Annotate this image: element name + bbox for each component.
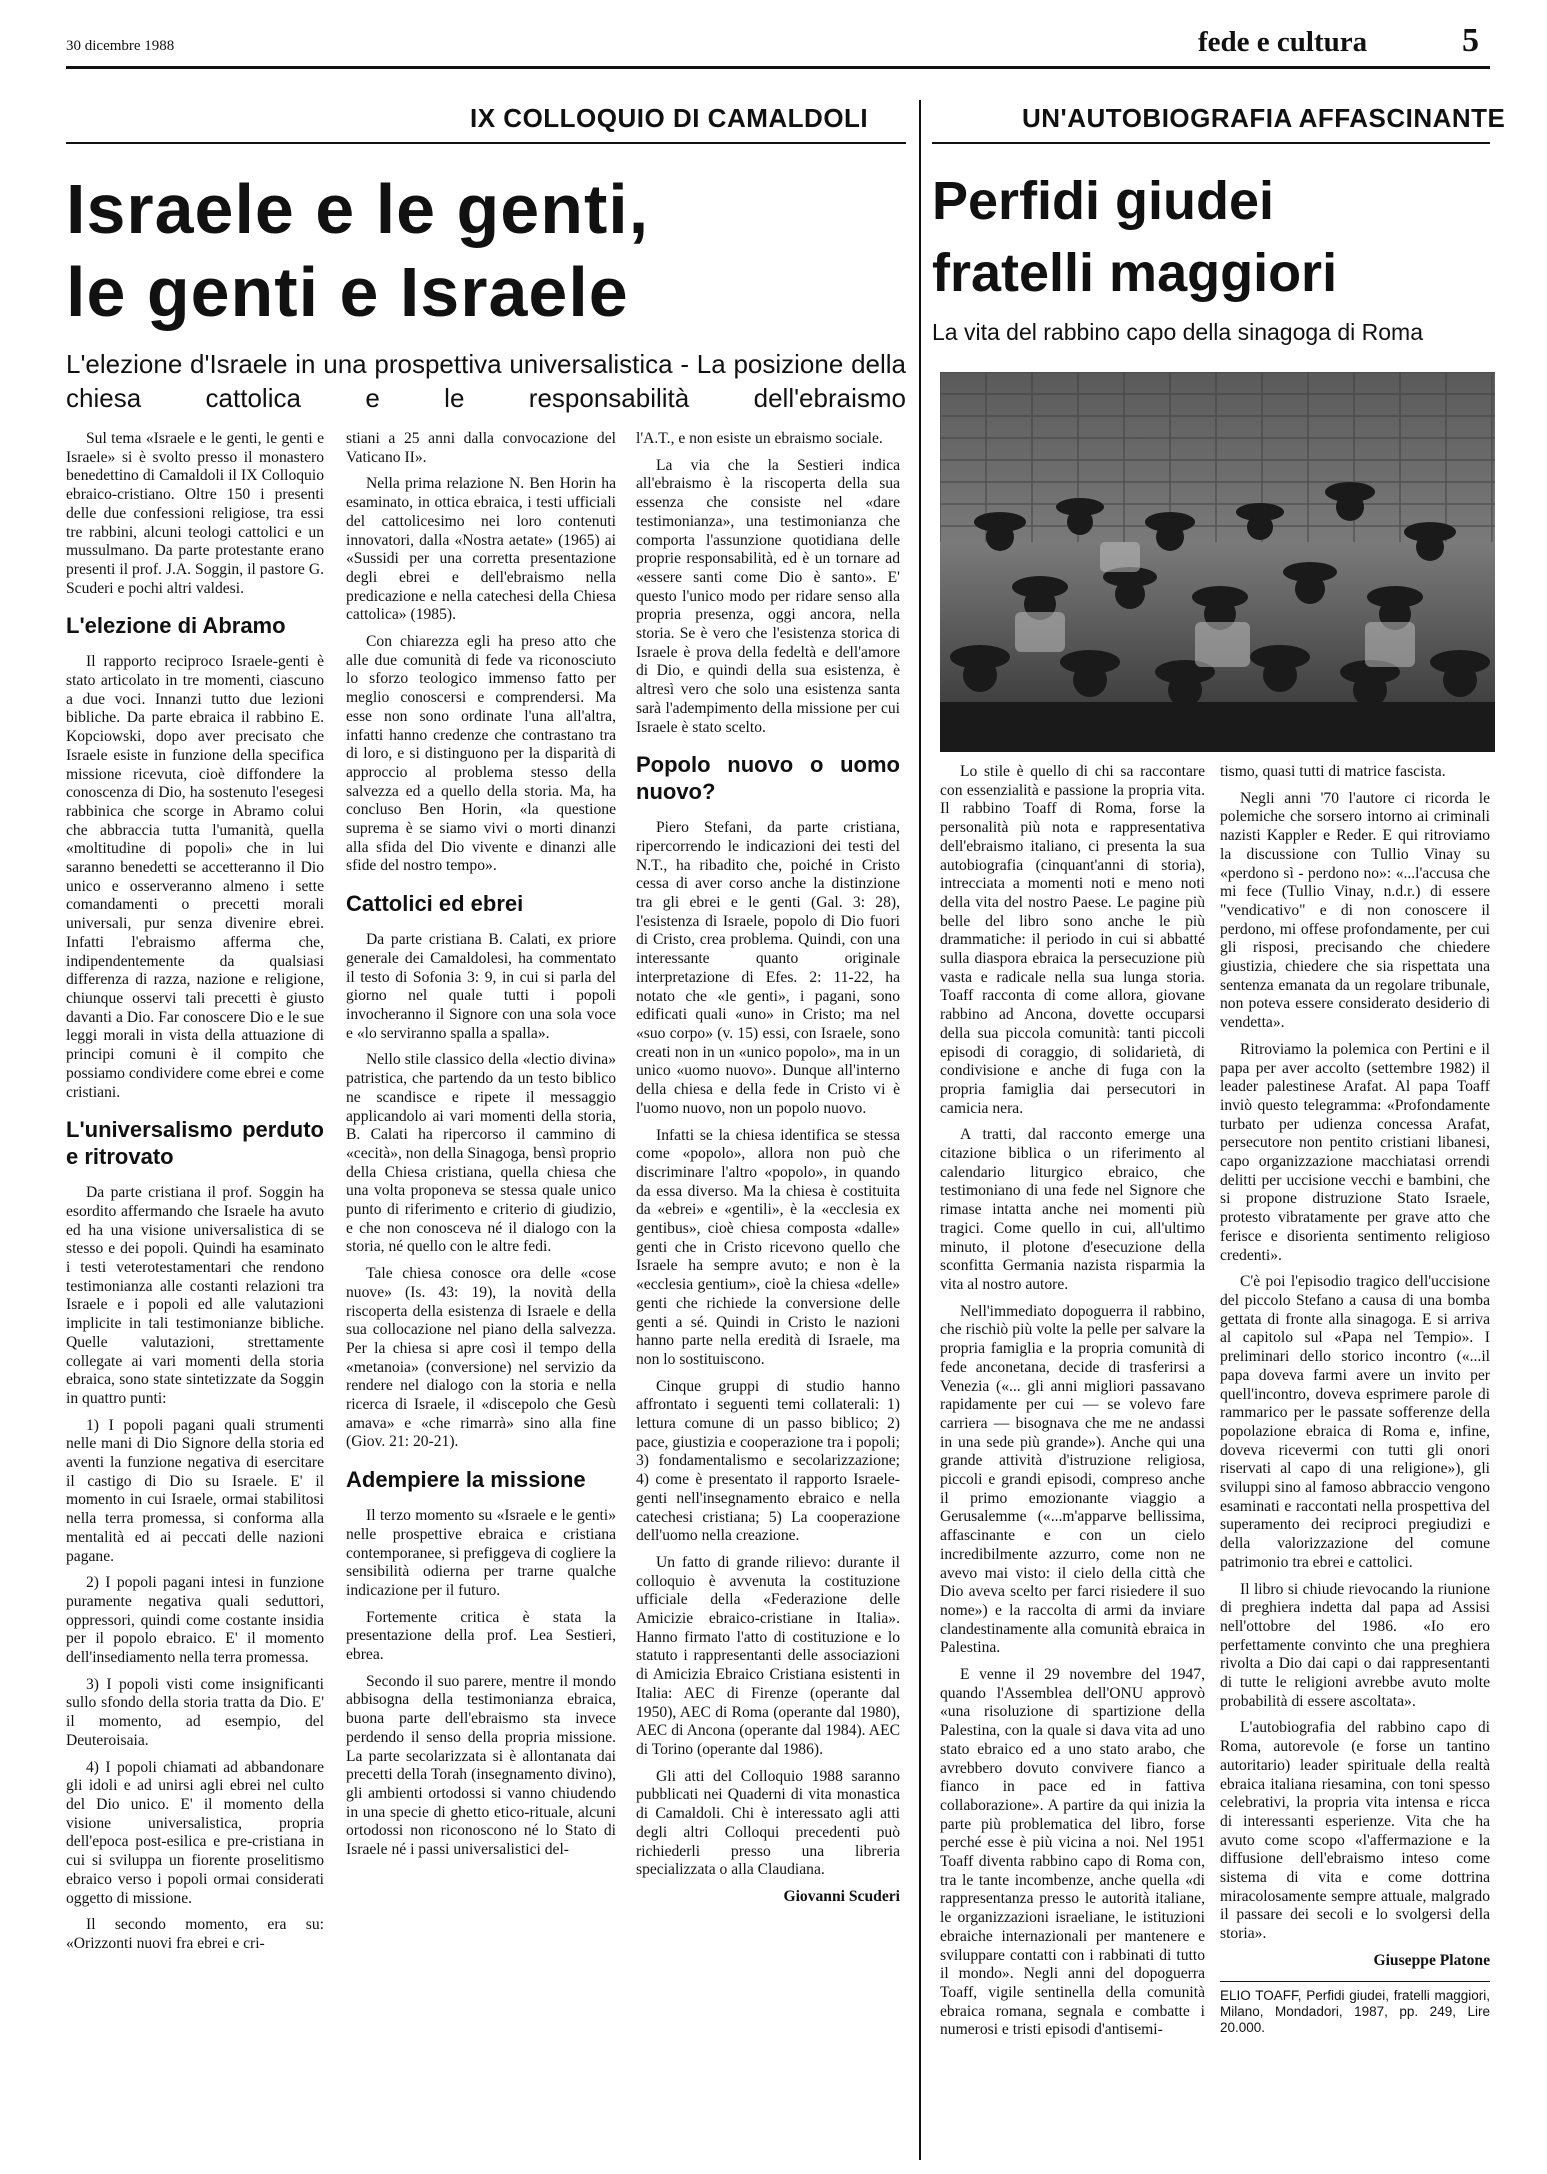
paragraph: Con chiarezza egli ha preso atto che alle due comunità di fede va riconosciuto lo sforzo teologico immenso fatto per meglio conoscersi e comprendersi. Ma esse non sono ordinate l'una all'altra, infatti hanno credenze che contrastano tra di loro, e si distinguono per la disparità di approccio al problema stesso della salvezza ed a quello della storia. Ma, ha concluso Ben Horin, «la questione suprema è se siamo vivi o morti dinanzi alla sfida del Dio vivente e dinanzi alle sfide del nostro tempo». [346,633,616,875]
author-signature: Giuseppe Platone [1373,1951,1490,1969]
left-kicker-rule [66,142,906,144]
left-headline-line2: le genti e Israele [66,253,629,331]
left-kicker: IX COLLOQUIO DI CAMALDOLI [470,103,869,133]
paragraph: Secondo il suo parere, mentre il mondo abbisogna della testimonianza ebraica, buona parte dell'ebraismo sta invece perdendo il senso della propria missione. La parte secolarizzata si è allontanata dai precetti della Torah (insegnamento divino), gli ambienti ortodossi si vanno chiudendo in una specie di ghetto etico-rituale, alcuni ortodossi non riconoscono né lo Stato di Israele né i passi universalistici del- [346,1672,616,1859]
paragraph: stiani a 25 anni dalla convocazione del Vaticano II». [346,430,616,466]
right-article-column-1 [940,763,1205,2048]
left-headline-line1: Israele e le genti, [66,170,650,248]
right-headline-line1: Perfidi giudei [932,171,1275,231]
page-number: 5 [1462,22,1479,59]
paragraph: 2) I popoli pagani intesi in funzione puramente negativa quali seduttori, oppressori, quindi come costante insidia per il popolo ebraico. E' il momento dell'insediamento nella terra promessa. [66,1574,324,1667]
paragraph: Fortemente critica è stata la presentazione della prof. Lea Sestieri, ebrea. [346,1608,616,1664]
section-heading: L'elezione di Abramo [66,613,286,639]
paragraph: Da parte cristiana il prof. Soggin ha esordito affermando che Israele ha avuto ed ha una visione universalistica di se stesso e dei popoli. Quindi ha esaminato i testi veterotestamentari che rendono testimonianza alle costanti relazioni tra Israele e i popoli ed alle valutazioni implicite in tali testimonianze bibliche. Quelle valutazioni, strettamente collegate ai vari momenti della storia ebraica, sono state sintetizzate da Soggin in quattro punti: [66,1184,324,1407]
right-headline [932,165,1492,309]
paragraph: Piero Stefani, da parte cristiana, ripercorrendo le indicazioni dei testi del N.T., ha ribadito che, poiché in Cristo cessa di aver corso anche la distinzione tra gli ebrei e le genti (Gal. 3: 28), l'esistenza di Israele, popolo di Dio fuori di Cristo, crea problema. Quindi, con una interessante quanto originale interpretazione di Efes. 2: 11-22, ha notato che «le genti», i pagani, sono edificati quali «uno» in Cristo; ma nel «suo corpo» (v. 15) essi, con Israele, sono creati non in un «unico popolo», ma in un unico «uomo nuovo». Dunque all'interno della chiesa e della fede in Cristo vi è l'uomo nuovo, non un popolo nuovo. [636,819,900,1117]
paragraph: Lo stile è quello di chi sa raccontare con essenzialità e passione la propria vita. Il rabbino Toaff di Roma, forse la personalità più nota e rappresentativa dell'ebraismo italiano, ci presenta la sua autobiografia (cinquant'anni di storia), intrecciata a momenti noti e meno noti della vita del nostro Paese. Le pagine più belle del libro sono anche le più drammatiche: il periodo in cui si abbatté sulla diaspora ebraica la persecuzione più vasta e radicale nella sua lunga storia. Toaff racconta di come allora, giovane rabbino ad Ancona, dovette occuparsi della sua piccola comunità: tanti piccoli episodi di coraggio, di solidarietà, di condivisione e anche di fuga con la propria famiglia dai persecutori in camicia nera. [940,763,1205,1117]
section-title: fede e cultura [1198,26,1368,58]
masthead-rule [66,66,1490,69]
paragraph: Tale chiesa conosce ora delle «cose nuove» (Is. 43: 19), la novità della riscoperta della esistenza di Israele e della sua collocazione nel piano della salvezza. Per la chiesa si apre così il tempo della «metanoia» (conversione) nel servizio da rendere nel dialogo con la storia e nella ricerca di Israele, il «discepolo che Gesù amava» e «che rimarrà» sino alla fine (Giov. 21: 20-21). [346,1265,616,1451]
right-kicker-rule [932,142,1490,144]
paragraph: Sul tema «Israele e le genti, le genti e Israele» si è svolto presso il monastero benedettino di Camaldoli il IX Colloquio ebraico-cristiano. Oltre 150 i presenti delle due confessioni religiose, tra essi tre rabbini, alcuni teologi cattolici e un mussulmano. Da parte protestante erano presenti il prof. J.A. Soggin, il pastore G. Scuderi e pochi altri valdesi. [66,430,324,597]
paragraph: Il libro si chiude rievocando la riunione di preghiera indetta dal papa ad Assisi nell'ottobre del 1986. «Io ero perfettamente convinto che una preghiera rivolta a Dio dai capi o dai rappresentanti di tutte le religioni avrebbe avuto molte probabilità di essere ascoltata». [1220,1580,1490,1710]
paragraph: Il terzo momento su «Israele e le genti» nelle prospettive ebraica e cristiana contemporanee, si prefiggeva di cogliere la sensibilità odierna per trarne qualche indicazione per il futuro. [346,1507,616,1599]
paragraph: C'è poi l'episodio tragico dell'uccisione del piccolo Stefano a causa di una bomba gettata di fronte alla sinagoga. E si arriva al capitolo sul «Papa nel Tempio». I preliminari dello storico incontro («...il papa doveva farmi avere un invito per quell'incontro, doveva esprimere parole di rammarico per le passate sofferenze della popolazione ebraica di Roma e, infine, doveva ricevermi con tutti gli onori riservati al capo di una religione»), gli sviluppi sino al famoso abbraccio vengono esaminati e raccontati nella prospettiva del superamento dei reciproci pregiudizi e della valorizzazione del comune patrimonio tra ebrei e cattolici. [1220,1273,1490,1571]
section-heading: L'universalismo perduto e ritrovato [66,1117,324,1170]
paragraph: 1) I popoli pagani quali strumenti nelle mani di Dio Signore della storia ed aventi la funzione negativa di esercitare il castigo di Dio su Israele. E' il momento in cui Israele, ormai stabilitosi nella terra promessa, si conforma alla mentalità ed ai peccati delle nazioni pagane. [66,1416,324,1565]
paragraph: Gli atti del Colloquio 1988 saranno pubblicati nei Quaderni di vita monastica di Camaldoli. Chi è interessato agli atti degli altri Colloqui precedenti può richiederli presso una libreria specializzata o alla Claudiana. [636,1767,900,1879]
author-signature: Giovanni Scuderi [783,1887,900,1905]
column-separator [919,100,921,2160]
paragraph: L'autobiografia del rabbino capo di Roma, autorevole (e forse un tantino autoritario) leader spirituale della realtà ebraica italiana riesamina, con toni spesso celebrativi, la propria vita intensa e ricca di interessanti esperienze. Vita che ha avuto come scopo «l'affermazione e la diffusione dell'ebraismo inteso come sistema di vita e come dottrina miracolosamente sempre attuale, malgrado il passare dei secoli e lo svolgersi della storia». [1220,1719,1490,1943]
paragraph: La via che la Sestieri indica all'ebraismo è la riscoperta della sua essenza che consiste nel «dare testimonianza», una testimonianza che comporta l'assunzione quotidiana delle proprie responsabilità, ed è un tornare ad «essere santi come Dio è santo». E' questo l'unico modo per ridare senso alla propria presenza, oggi ancora, nella storia. Se è vero che l'esistenza storica di Israele è prova della fedeltà e dell'amore di Dio, e quindi della sua esistenza, è altresì vero che solo una esistenza santa sarà l'adempimento della missione per cui Israele è stato scelto. [636,456,900,736]
paragraph: Cinque gruppi di studio hanno affrontato i seguenti temi collaterali: 1) lettura comune di un passo biblico; 2) pace, giustizia e cooperazione tra i popoli; 3) fondamentalismo e secolarizzazione; 4) come è presentato il rapporto Israele-genti nell'insegnamento ebraico e nella catechesi cristiana; 5) La cooperazione dell'uomo nella creazione. [636,1377,900,1545]
paragraph: Nell'immediato dopoguerra il rabbino, che rischiò più volte la pelle per salvare la propria famiglia e la propria comunità di fede anconetana, decide di trasferirsi a Venezia («... gli anni migliori passavano rapidamente per cui — se volevo fare carriera — bisognava che me ne andassi in una sede più grande»). Anche qui una grande attività d'istruzione religiosa, piccoli e grandi episodi, compreso anche il primo emozionante viaggio a Gerusalemme («...m'apparve bellissima, affascinante e con un cielo incredibilmente azzurro, come non ne avevo mai visto: il cielo della città che Dio aveva scelto per farci risiedere il suo nome») e la raccolta di armi da inviare clandestinamente alla comunità ebraica in Palestina. [940,1302,1205,1657]
paragraph: Il rapporto reciproco Israele-genti è stato articolato in tre momenti, ciascuno a due voci. Innanzi tutto due lezioni bibliche. Da parte ebraica il rabbino E. Kopciowski, dopo aver precisato che Israele esiste in funzione della specifica missione ricevuta, cioè diffondere la conoscenza di Dio, ha sostenuto l'esegesi rabbinica che scorge in Abramo colui che abbraccia tutta l'umanità, quella «moltitudine di popoli» che in lui saranno benedetti se accetteranno il Dio unico e osserveranno almeno i sette comandamenti o precetti morali universali, pur senza divenire ebrei. Infatti l'ebraismo afferma che, indipendentemente da qualsiasi differenza di razza, nazione e religione, chiunque osservi tali precetti è giusto davanti a Dio. Far conoscere Dio e le sue leggi morali in vista della attuazione di principi comuni è il compito che possiamo condividere come ebrei e come cristiani. [66,653,324,1101]
photo-worshippers [940,372,1495,752]
paragraph: Infatti se la chiesa identifica se stessa come «popolo», allora non può che discriminare l'altro «popolo», in quando da essa diverso. Ma la chiesa è costituita da «ebrei» e «gentili», è la «ecclesia ex gentibus», cioè chiesa composta «dalle» genti che in Cristo ricevono quello che Israele ha sempre avuto; e non è la «ecclesia gentium», cioè la chiesa «delle» genti che richiede la conversione delle genti a sé. Quindi in Cristo le nazioni hanno parte nella eredità di Israele, ma non lo sostituiscono. [636,1126,900,1368]
right-kicker: UN'AUTOBIOGRAFIA AFFASCINANTE [1022,103,1506,133]
paragraph: tismo, quasi tutti di matrice fascista. [1220,763,1446,780]
left-article-column-3 [636,430,900,1907]
left-headline [66,168,906,334]
paragraph: Il secondo momento, era su: «Orizzonti nuovi fra ebrei e cri- [66,1916,324,1952]
section-heading: Cattolici ed ebrei [346,891,524,917]
paragraph: 4) I popoli chiamati ad abbandonare gli idoli e ad unirsi agli ebrei nel culto del Dio unico. E' il momento della visione universalistica, propria dell'epoca post-esilica e pre-cristiana in cui si sviluppa un fiorente proselitismo ebraico verso i popoli ormai considerati oggetto di missione. [66,1758,324,1907]
paragraph: E venne il 29 novembre del 1947, quando l'Assemblea dell'ONU approvò «una risoluzione di spartizione della Palestina, con la quale si dava vita ad uno stato ebraico ed a uno stato arabo, che avrebbero dovuto convivere fianco a fianco in pace ed in fattiva collaborazione». A partire da qui inizia la parte più problematica del libro, forse perché esse è più vicina a noi. Nel 1951 Toaff diventa rabbino capo di Roma con, tra le tante incombenze, anche quella «di rappresentanza presso le autorità italiane, le organizzazioni israeliane, le istituzioni ebraiche internazionali per mantenere e sviluppare contatti con i rabbinati di tutto il mondo». Negli anni del dopoguerra Toaff, vigile sentinella della comunità ebraica romana, segnala e combatte i numerosi e tristi episodi d'antisemi- [940,1666,1205,2039]
right-subtitle: La vita del rabbino capo della sinagoga di Roma [932,319,1423,345]
paragraph: Un fatto di grande rilievo: durante il colloquio è avvenuta la costituzione ufficiale della «Federazione delle Amicizie ebraico-cristiane in Italia». Hanno firmato l'atto di costituzione e lo statuto i rappresentanti delle associazioni di Amicizia Ebraico Cristiana esistenti in Italia: AEC di Firenze (operante dal 1950), AEC di Roma (operante dal 1980), AEC di Ancona (operante dal 1984). AEC di Torino (operante dal 1986). [636,1553,900,1758]
paragraph: Ritroviamo la polemica con Pertini e il papa per aver accolto (settembre 1982) il leader palestinese Arafat. Al papa Toaff inviò questo telegramma: «Profondamente turbato per udienza concessa Arafat, persecutore non pentito cristiani libanesi, capo organizzazione macchiatasi orrendi delitti per uccisione vecchi e bambini, che si propone distruzione Stato Israele, protesto vibratamente per grave atto che ferisce e disorienta sentimento religioso credenti». [1220,1040,1490,1264]
left-subtitle: L'elezione d'Israele in una prospettiva universalistica - La posizione della chiesa cattolica e le responsabilità dell'ebraismo [66,349,906,413]
left-article-column-2 [346,430,616,1868]
paragraph: Da parte cristiana B. Calati, ex priore generale dei Camaldolesi, ha commentato il testo di Sofonia 3: 9, in cui si parla del giorno nel quale tutti i popoli invocheranno il Signore con una sola voce e «lo serviranno spalla a spalla». [346,931,616,1042]
photo-image [940,372,1495,752]
issue-date: 30 dicembre 1988 [66,38,175,54]
section-heading: Popolo nuovo o uomo nuovo? [636,752,900,805]
paragraph: Negli anni '70 l'autore ci ricorda le polemiche che sorsero intorno ai criminali nazisti Kappler e Reder. E qui ritroviamo la discussione con Tullio Vinay su «perdono sì - perdono no»: «...l'accusa che mi fece (Tullio Vinay, n.d.r.) di essere "vendicativo" e di non conoscere il perdono, mi offese profondamente, per cui gli risposi, precisando che chiedere giustizia, chiedere che sia rispettata una sentenza emanata da un regolare tribunale, non poteva essere considerato desiderio di vendetta». [1220,789,1490,1032]
right-headline-line2: fratelli maggiori [932,243,1338,303]
paragraph: l'A.T., e non esiste un ebraismo sociale. [636,430,883,447]
book-credit: ELIO TOAFF, Perfidi giudei, fratelli maggiori, Milano, Mondadori, 1987, pp. 249, Lire 20.000. [1220,1987,1490,2035]
paragraph: 3) I popoli visti come insignificanti sullo sfondo della storia tratta da Dio. E' il momento, ad esempio, del Deuteroisaia. [66,1675,324,1749]
credit-rule [1220,1981,1490,1982]
left-article-column-1 [66,430,324,1962]
paragraph: Nella prima relazione N. Ben Horin ha esaminato, in ottica ebraica, i testi ufficiali del cattolicesimo nei loro contenuti innovatori, dalla «Nostra aetate» (1965) ai «Sussidi per una corretta presentazione degli ebrei e dell'ebraismo nella predicazione e nella catechesi della Chiesa cattolica» (1985). [346,475,616,624]
paragraph: Nello stile classico della «lectio divina» patristica, che partendo da un testo biblico ne scandisce e ripete il messaggio applicandolo ai vari momenti della storia, B. Calati ha ripercorso il cammino di «cecità», non della Sinagoga, bensì proprio della Chiesa cristiana, quella chiesa che una volta proponeva se stessa quale unico punto di riferimento e criterio di giudizio, e che non conosceva né il dialogo con la storia, né quello con le altre fedi. [346,1051,616,1256]
right-article-column-2 [1220,763,1490,2036]
section-heading: Adempiere la missione [346,1467,586,1493]
paragraph: A tratti, dal racconto emerge una citazione biblica o un riferimento al calendario liturgico ebraico, che testimoniano di una fede nel Signore che rimase intatta anche nei momenti più tragici. Come quello in cui, all'ultimo minuto, il plotone d'esecuzione della sconfitta Germania nazista risparmia la vita al nostro autore. [940,1126,1205,1293]
